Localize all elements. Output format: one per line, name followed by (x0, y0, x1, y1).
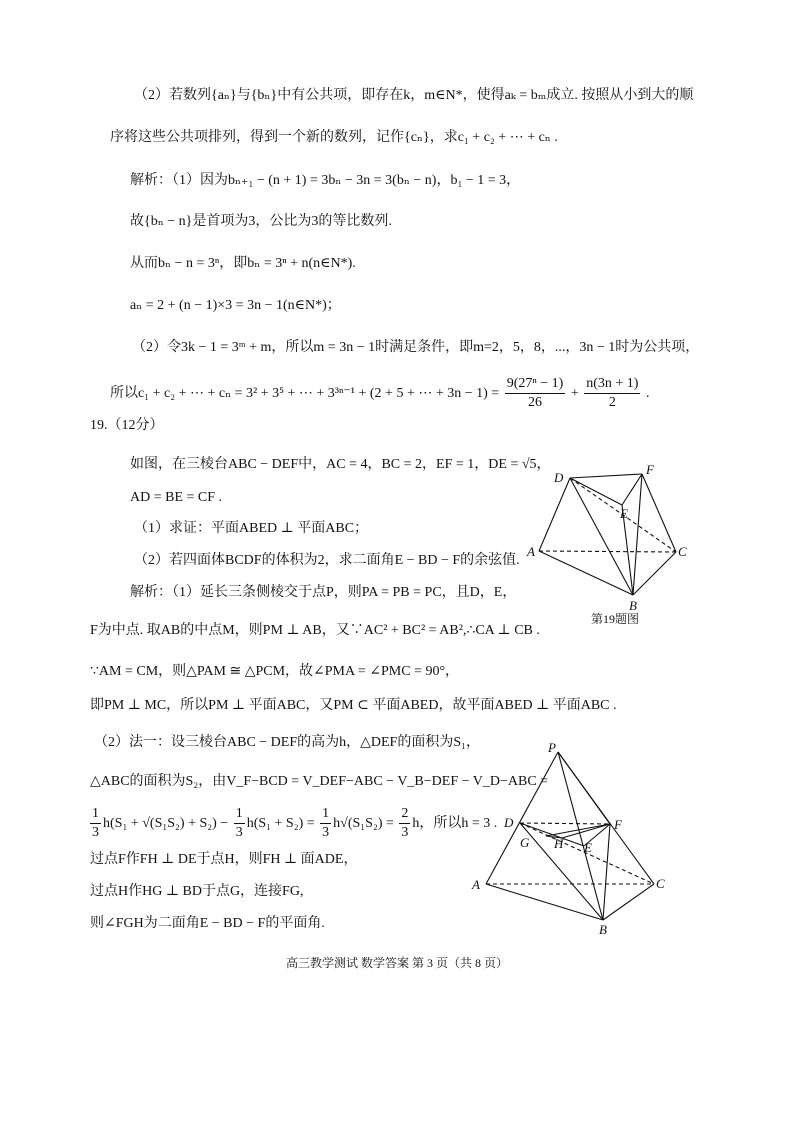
q18-fraction-2-denominator: 2 (608, 395, 616, 411)
fig1-label-b: B (629, 598, 637, 613)
volume-expr-f: h√(S₁S₂) = (333, 816, 394, 831)
page-footer: 高三教学测试 数学答案 第 3 页（共 8 页） (285, 956, 508, 970)
q18-solution-line3: 从而bₙ − n = 3ⁿ，即bₙ = 3ⁿ + n(n∈N*). (130, 256, 356, 271)
fig2-label-e: E (584, 840, 592, 855)
q19-solution-line1: 解析：（1）延长三条侧棱交于点P，则PA = PB = PC，且D，E， (130, 585, 517, 600)
fig1-label-a: A (527, 544, 535, 559)
frac-one-third-e (320, 805, 331, 842)
fig2-label-b: B (599, 922, 607, 937)
q18-fraction-1-numerator: 9(27ⁿ − 1) (505, 375, 566, 394)
fig1-label-f: F (646, 462, 654, 477)
q19-problem-part1: （1）求证：平面ABED ⊥ 平面ABC； (134, 521, 369, 536)
q18-fraction-2 (584, 375, 640, 412)
volume-expr-b: h(S₁ + √(S₁S₂) + S₂) − (103, 816, 229, 831)
figure-19-pyramid (468, 738, 678, 938)
frac-g-denominator: 3 (401, 825, 409, 841)
fig2-label-d: D (504, 815, 514, 830)
edge-bf (633, 474, 642, 595)
edge-fe (622, 474, 642, 505)
q18-fraction-1 (505, 375, 566, 412)
frac-a-numerator: 1 (90, 805, 101, 824)
frac-e-numerator: 1 (320, 805, 331, 824)
fig2-label-c: C (656, 876, 665, 891)
edge-ac-hidden (539, 551, 676, 552)
fig1-label-c: C (678, 544, 687, 559)
q19-header: 19.（12分） (90, 418, 164, 433)
edge-pa (486, 752, 558, 884)
frac-g-numerator: 2 (399, 805, 410, 824)
q19-solution-line9: 过点H作HG ⊥ BD于点G，连接FG, (90, 884, 304, 899)
q18-solution-line5: （2）令3k − 1 = 3ᵐ + m，所以m = 3n − 1时满足条件，即m=2，5，8，...，3n − 1时为公共项， (132, 340, 700, 355)
frac-e-denominator: 3 (322, 825, 330, 841)
fig2-label-p: P (548, 740, 556, 755)
q19-solution-line6: △ABC的面积为S₂，由V_F−BCD = V_DEF−ABC − V_B−DEF − V_D−ABC = (90, 774, 549, 789)
edge-bf (603, 824, 610, 920)
fig2-label-h: H (554, 836, 564, 851)
edge-pd-to-f (558, 752, 610, 824)
frac-a-denominator: 3 (92, 825, 99, 841)
fig1-label-e: E (620, 506, 628, 521)
frac-one-third-c (234, 805, 245, 842)
fig2-label-f: F (614, 817, 622, 832)
q18-part2-line2: 序将这些公共项排列，得到一个新的数列，记作{cₙ}，求c₁ + c₂ + ⋯ + cₙ . (110, 130, 558, 145)
q19-solution-line2: F为中点. 取AB的中点M，则PM ⊥ AB，又∵AC² + BC² = AB²,∴CA ⊥ CB . (90, 623, 540, 638)
q19-problem-line1: 如图，在三棱台ABC − DEF中，AC = 4，BC = 2，EF = 1，DE = √5， (130, 457, 551, 472)
figure-19-frustum (520, 460, 700, 615)
q19-solution-line8: 过点F作FH ⊥ DE于点H，则FH ⊥ 面ADE， (90, 852, 358, 867)
q18-part2-line1: （2）若数列{aₙ}与{bₙ}中有公共项，即存在k，m∈N*，使得aₖ = bₘ成立. 按照从小到大的顺 (134, 88, 694, 103)
q18-period: . (645, 386, 650, 401)
edge-bc (633, 552, 676, 595)
edge-ab (486, 884, 603, 920)
q19-solution-line3: ∵AM = CM，则△PAM ≅ △PCM，故∠PMA = ∠PMC = 90°， (90, 664, 460, 679)
frac-c-denominator: 3 (235, 825, 243, 841)
edge-df-hidden (520, 823, 610, 824)
frac-c-numerator: 1 (234, 805, 245, 824)
q18-fraction-1-denominator: 26 (528, 395, 543, 411)
frac-one-third-a (90, 805, 101, 842)
q19-solution-line5: （2）法一：设三棱台ABC − DEF的高为h，△DEF的面积为S₁， (94, 735, 481, 750)
edge-ad (539, 478, 570, 551)
q19-solution-line7 (88, 804, 497, 844)
fig2-label-a: A (472, 877, 480, 892)
q19-problem-part2: （2）若四面体BCDF的体积为2，求二面角E − BD − F的余弦值. (134, 553, 520, 568)
q18-fraction-2-numerator: n(3n + 1) (584, 375, 640, 394)
figure-19-caption: 第19题图 (591, 612, 640, 626)
q18-sum-expression: 所以c₁ + c₂ + ⋯ + cₙ = 3² + 3⁵ + ⋯ + 3³ⁿ⁻¹ + (2 + 5 + ⋯ + 3n − 1) = (110, 386, 500, 401)
edge-ab (539, 551, 633, 595)
q19-solution-line4: 即PM ⊥ MC，所以PM ⊥ 平面ABC，又PM ⊂ 平面ABED，故平面ABED ⊥ 平面ABC . (90, 698, 617, 713)
edge-fh (562, 824, 610, 838)
edge-bc (603, 884, 654, 920)
frac-two-thirds (399, 805, 410, 842)
q18-solution-line6 (110, 374, 649, 414)
volume-expr-h: h，所以h = 3 . (412, 816, 498, 831)
q18-solution-line1: 解析：（1）因为bₙ₊₁ − (n + 1) = 3bₙ − 3n = 3(bₙ − n)，b₁ − 1 = 3， (130, 173, 521, 188)
fig1-label-d: D (554, 470, 564, 485)
edge-bd (570, 478, 633, 595)
q18-solution-line4: aₙ = 2 + (n − 1)×3 = 3n − 1(n∈N*)； (130, 298, 341, 313)
q19-problem-line2: AD = BE = CF . (130, 490, 223, 505)
q18-plus-sign: + (570, 386, 579, 401)
q18-solution-line2: 故{bₙ − n}是首项为3，公比为3的等比数列. (130, 214, 392, 229)
volume-expr-d: h(S₁ + S₂) = (246, 816, 315, 831)
q19-solution-line10: 则∠FGH为二面角E − BD − F的平面角. (90, 916, 325, 931)
edge-df (570, 474, 642, 478)
fig2-label-g: G (520, 835, 530, 850)
